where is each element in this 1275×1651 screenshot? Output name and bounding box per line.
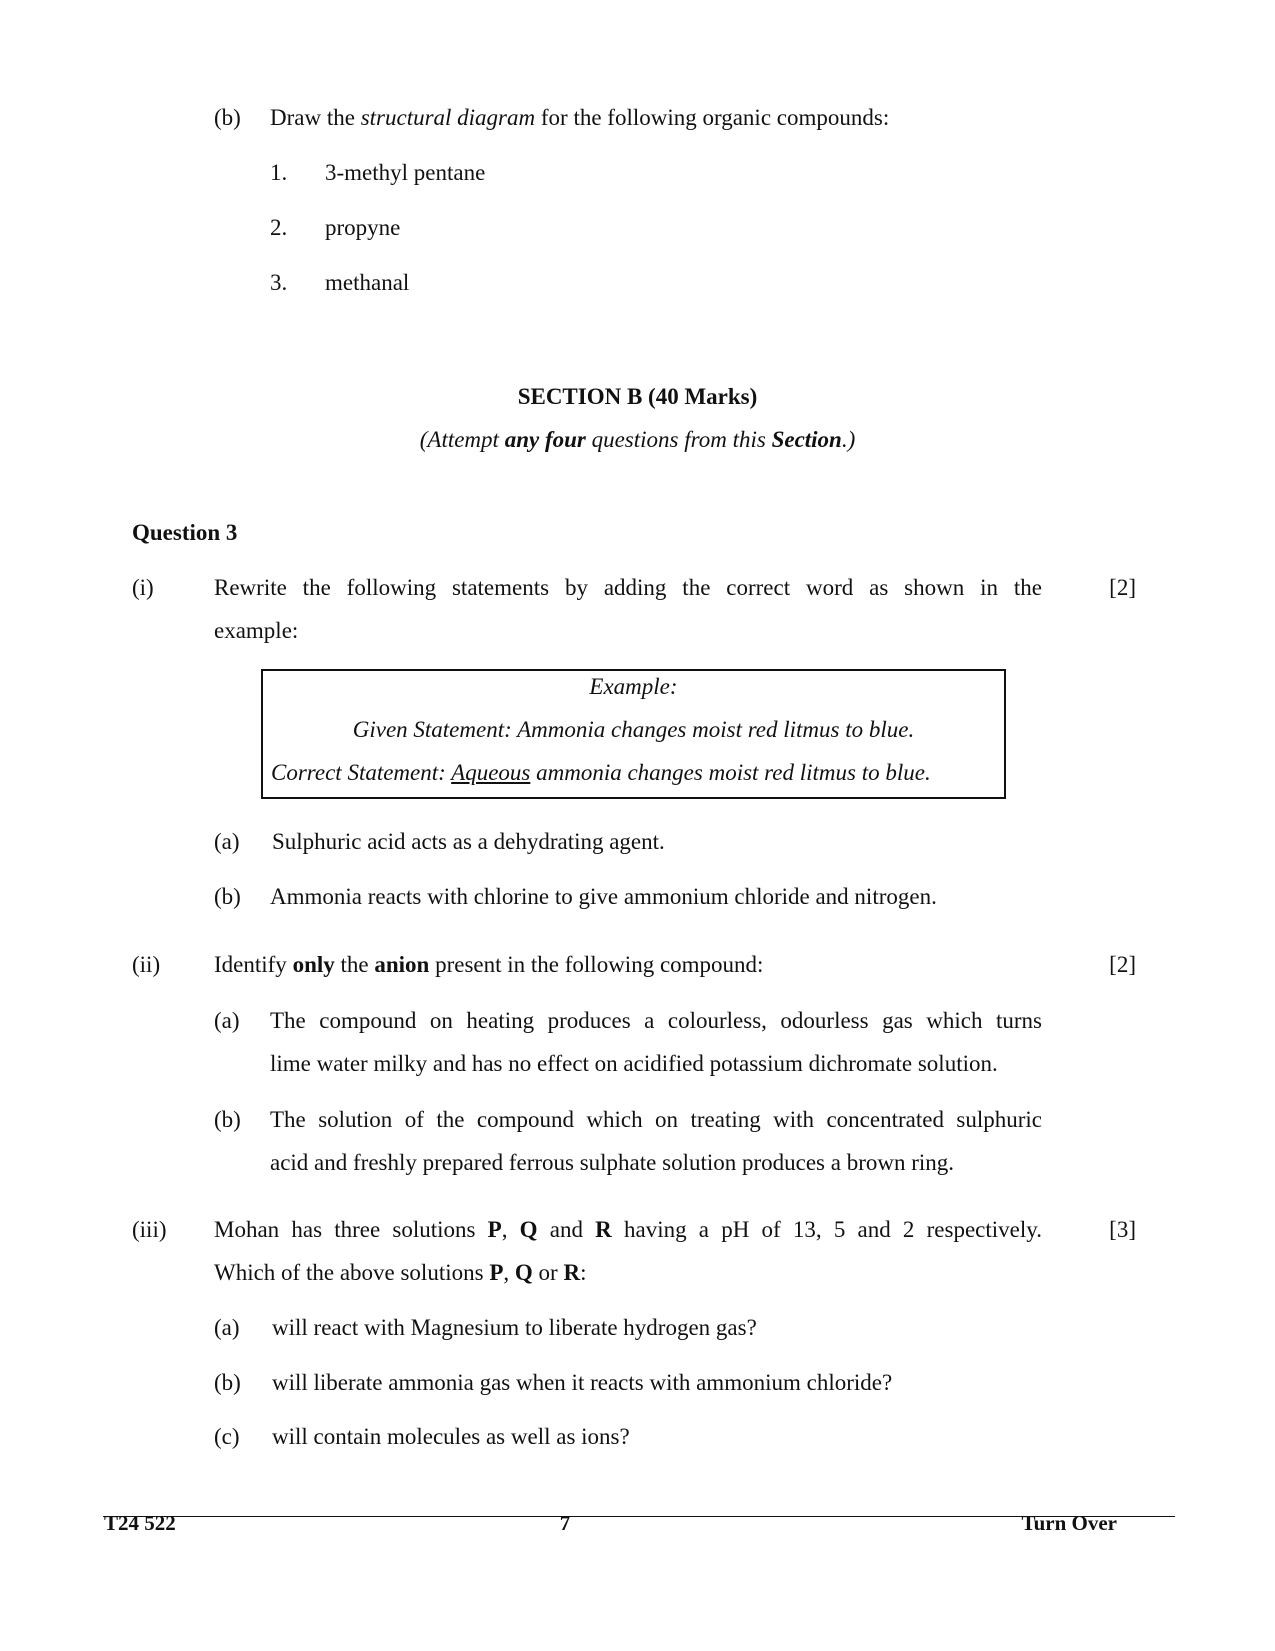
footer-paper-code: T24 522 xyxy=(104,1511,176,1535)
option-text: will liberate ammonia gas when it reacts with ammonium chloride? xyxy=(272,1370,893,1395)
option-label: (b) xyxy=(214,884,241,909)
option-text: acid and freshly prepared ferrous sulphate solution produces a brown ring. xyxy=(270,1150,955,1175)
sub-question-label: (ii) xyxy=(132,952,161,977)
part-b-instruction: Draw the structural diagram for the following organic compounds: xyxy=(270,105,890,130)
list-item-text: 3-methyl pentane xyxy=(325,160,486,185)
marks-badge: [3] xyxy=(1109,1217,1136,1242)
option-label: (b) xyxy=(214,1370,241,1395)
sub-question-text: example: xyxy=(214,618,299,643)
option-label: (c) xyxy=(214,1424,240,1449)
sub-question-text: Rewrite the following statements by adding the correct word as shown in the xyxy=(214,575,1042,600)
option-label: (b) xyxy=(214,1107,241,1132)
sub-question-label: (iii) xyxy=(132,1217,167,1242)
option-text: will react with Magnesium to liberate hydrogen gas? xyxy=(272,1315,757,1340)
sub-question-text: Which of the above solutions P, Q or R: xyxy=(214,1260,587,1285)
sub-question-text: Mohan has three solutions P, Q and R having a pH of 13, 5 and 2 respectively. xyxy=(214,1217,1042,1242)
option-text: lime water milky and has no effect on acidified potassium dichromate solution. xyxy=(270,1051,998,1076)
sub-question-text: Identify only the anion present in the following compound: xyxy=(214,952,764,977)
option-text: Ammonia reacts with chlorine to give ammonium chloride and nitrogen. xyxy=(270,884,937,909)
list-item-number: 3. xyxy=(270,270,288,295)
option-text: will contain molecules as well as ions? xyxy=(272,1424,630,1449)
footer-page-number: 7 xyxy=(559,1511,571,1535)
list-item-text: propyne xyxy=(325,215,401,240)
list-item-number: 1. xyxy=(270,160,288,185)
sub-question-label: (i) xyxy=(132,575,154,600)
list-item-number: 2. xyxy=(270,215,288,240)
option-text: The compound on heating produces a colourless, odourless gas which turns xyxy=(270,1008,1042,1033)
marks-badge: [2] xyxy=(1109,952,1136,977)
list-item-text: methanal xyxy=(325,270,410,295)
option-text: The solution of the compound which on treating with concentrated sulphuric xyxy=(270,1107,1042,1132)
option-label: (a) xyxy=(214,829,240,854)
footer-turn-over: Turn Over xyxy=(1021,1511,1117,1535)
section-title: SECTION B (40 Marks) xyxy=(517,384,758,409)
example-heading: Example: xyxy=(589,674,678,699)
option-label: (a) xyxy=(214,1315,240,1340)
option-label: (a) xyxy=(214,1008,240,1033)
part-b-label: (b) xyxy=(214,105,241,130)
example-given-statement: Given Statement: Ammonia changes moist red litmus to blue. xyxy=(352,717,915,742)
section-instruction: (Attempt any four questions from this Section.) xyxy=(419,427,856,452)
question-title: Question 3 xyxy=(132,520,238,545)
marks-badge: [2] xyxy=(1109,575,1136,600)
option-text: Sulphuric acid acts as a dehydrating agent. xyxy=(272,829,665,854)
example-correct-statement: Correct Statement: Aqueous ammonia changes moist red litmus to blue. xyxy=(271,760,931,785)
